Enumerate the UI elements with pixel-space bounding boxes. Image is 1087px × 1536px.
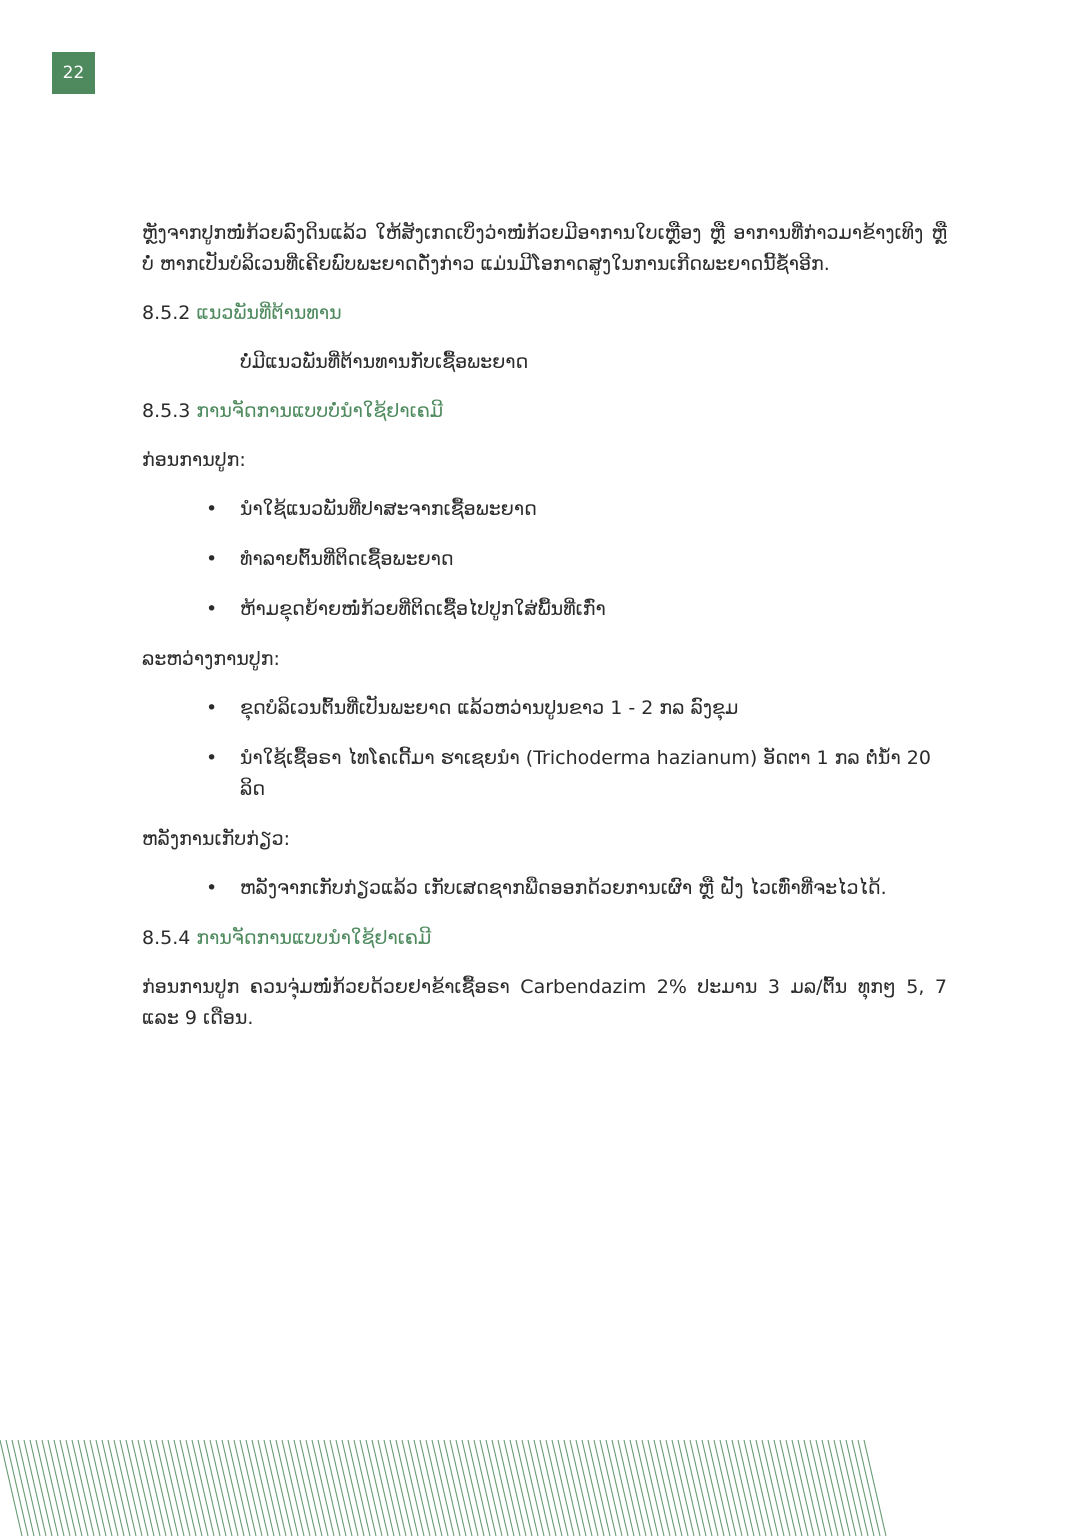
- stripe-line: [60, 1440, 82, 1536]
- stripe-line: [750, 1440, 772, 1536]
- stripe-line: [246, 1440, 268, 1536]
- stripe-line: [456, 1440, 478, 1536]
- stripe-line: [336, 1440, 358, 1536]
- stripe-line: [522, 1440, 544, 1536]
- stripe-line: [270, 1440, 292, 1536]
- stripe-line: [354, 1440, 376, 1536]
- stripe-line: [618, 1440, 640, 1536]
- stripe-line: [864, 1440, 886, 1536]
- stripe-line: [852, 1440, 874, 1536]
- stripe-line: [30, 1440, 52, 1536]
- stripe-line: [636, 1440, 658, 1536]
- stripe-line: [390, 1440, 412, 1536]
- page-number: 22: [52, 52, 95, 94]
- stripe-line: [780, 1440, 802, 1536]
- stripe-line: [150, 1440, 172, 1536]
- stripe-line: [144, 1440, 166, 1536]
- stripe-line: [66, 1440, 88, 1536]
- stripe-line: [732, 1440, 754, 1536]
- stripe-line: [648, 1440, 670, 1536]
- stripe-line: [318, 1440, 340, 1536]
- stripe-line: [12, 1440, 34, 1536]
- stripe-line: [798, 1440, 820, 1536]
- stripe-line: [564, 1440, 586, 1536]
- stripe-line: [504, 1440, 526, 1536]
- stripe-line: [666, 1440, 688, 1536]
- stripe-line: [600, 1440, 622, 1536]
- stripe-line: [480, 1440, 502, 1536]
- bullet-icon: •: [206, 697, 218, 719]
- stripe-line: [414, 1440, 436, 1536]
- stripe-line: [498, 1440, 520, 1536]
- intro-paragraph: ຫຼັງຈາກປູກໜໍ່ກ້ວຍລົງດິນແລ້ວ ໃຫ້ສັງເກດເບິ່ງວ່າໜໍ່ກ້ວຍມີອາການໃບເຫຼືອງ ຫຼື ອາການທີ່ກ່າວມາຂ້າງເທິງ ຫຼື ບໍ່ ຫາກເປັນບໍລິເວນທີ່ເຄີຍພົບພະຍາດດັ່ງກ່າວ ແມ່ນມີໂອກາດສູງໃນການເກີດພະຍາດນີ້ຊ້ຳອີກ.: [142, 222, 947, 275]
- stripe-line: [624, 1440, 646, 1536]
- stripe-line: [168, 1440, 190, 1536]
- during-planting-list: [142, 693, 947, 805]
- section-number: 8.5.2: [142, 302, 191, 324]
- stripe-line: [366, 1440, 388, 1536]
- section-title: ແນວພັນທີ່ຕ້ານທານ: [196, 302, 342, 324]
- stripe-line: [510, 1440, 532, 1536]
- stripe-line: [0, 1440, 22, 1536]
- stripe-line: [702, 1440, 724, 1536]
- stripe-line: [36, 1440, 58, 1536]
- stripe-line: [552, 1440, 574, 1536]
- stripe-line: [612, 1440, 634, 1536]
- section-854-text: ກ່ອນການປູກ ຄວນຈຸ່ມໜໍ່ກ້ວຍດ້ວຍຢາຂ້າເຊື້ອຣາ Carbendazim 2% ປະມານ 3 ມລ/ຕົ້ນ ທຸກໆ 5, 7 ແລະ 9 ເດືອນ.: [142, 976, 947, 1029]
- before-planting-list: [142, 494, 947, 625]
- before-planting-label: ກ່ອນການປູກ:: [142, 449, 246, 471]
- list-item-text: ທຳລາຍຕົ້ນທີ່ຕິດເຊື້ອພະຍາດ: [240, 548, 454, 570]
- stripe-line: [126, 1440, 148, 1536]
- stripe-line: [102, 1440, 124, 1536]
- stripe-line: [840, 1440, 862, 1536]
- stripe-line: [222, 1440, 244, 1536]
- bullet-icon: •: [206, 747, 218, 769]
- stripe-line: [558, 1440, 580, 1536]
- stripe-line: [156, 1440, 178, 1536]
- stripe-line: [120, 1440, 142, 1536]
- stripe-line: [570, 1440, 592, 1536]
- stripe-line: [324, 1440, 346, 1536]
- stripe-line: [726, 1440, 748, 1536]
- bullet-icon: •: [206, 877, 218, 899]
- stripe-line: [96, 1440, 118, 1536]
- stripe-line: [786, 1440, 808, 1536]
- list-item: [142, 494, 947, 525]
- stripe-line: [708, 1440, 730, 1536]
- list-item-text: ນຳໃຊ້ແນວພັນທີ່ປາສະຈາກເຊື້ອພະຍາດ: [240, 498, 537, 520]
- stripe-line: [816, 1440, 838, 1536]
- stripe-line: [108, 1440, 130, 1536]
- stripe-line: [474, 1440, 496, 1536]
- stripe-line: [6, 1440, 28, 1536]
- stripe-line: [174, 1440, 196, 1536]
- stripe-line: [180, 1440, 202, 1536]
- stripe-line: [528, 1440, 550, 1536]
- stripe-line: [582, 1440, 604, 1536]
- stripe-line: [594, 1440, 616, 1536]
- section-title: ການຈັດການແບບນຳໃຊ້ຢາເຄມີ: [196, 927, 432, 949]
- during-planting-label: ລະຫວ່າງການປູກ:: [142, 648, 280, 670]
- list-item-text: ນຳໃຊ້ເຊື້ອຣາ ໄທໂຄເດີ້ມາ ຮາເຊຍນຳ (Trichoderma hazianum) ອັດຕາ 1 ກລ ຕໍ່ນ້ຳ 20 ລິດ: [240, 747, 931, 800]
- stripe-line: [744, 1440, 766, 1536]
- section-number: 8.5.4: [142, 927, 191, 949]
- stripe-line: [378, 1440, 400, 1536]
- bullet-icon: •: [206, 498, 218, 520]
- stripe-line: [138, 1440, 160, 1536]
- stripe-line: [282, 1440, 304, 1536]
- stripe-line: [348, 1440, 370, 1536]
- stripe-line: [810, 1440, 832, 1536]
- stripe-line: [258, 1440, 280, 1536]
- stripe-line: [84, 1440, 106, 1536]
- stripe-line: [822, 1440, 844, 1536]
- stripe-line: [690, 1440, 712, 1536]
- stripe-line: [402, 1440, 424, 1536]
- stripe-line: [588, 1440, 610, 1536]
- stripe-line: [372, 1440, 394, 1536]
- after-harvest-label: ຫລັງການເກັບກ່ຽວ:: [142, 828, 291, 850]
- stripe-line: [78, 1440, 100, 1536]
- stripe-line: [42, 1440, 64, 1536]
- stripe-line: [18, 1440, 40, 1536]
- stripe-line: [768, 1440, 790, 1536]
- stripe-line: [576, 1440, 598, 1536]
- stripe-line: [198, 1440, 220, 1536]
- stripe-line: [804, 1440, 826, 1536]
- section-number: 8.5.3: [142, 400, 191, 422]
- stripe-line: [216, 1440, 238, 1536]
- stripe-line: [516, 1440, 538, 1536]
- stripe-line: [774, 1440, 796, 1536]
- section-heading-852: [142, 298, 947, 329]
- stripe-line: [696, 1440, 718, 1536]
- stripe-line: [306, 1440, 328, 1536]
- stripe-line: [858, 1440, 880, 1536]
- stripe-line: [792, 1440, 814, 1536]
- list-item: [142, 594, 947, 625]
- stripe-line: [210, 1440, 232, 1536]
- stripe-line: [240, 1440, 262, 1536]
- stripe-line: [642, 1440, 664, 1536]
- stripe-line: [360, 1440, 382, 1536]
- stripe-line: [288, 1440, 310, 1536]
- stripe-line: [534, 1440, 556, 1536]
- stripe-line: [228, 1440, 250, 1536]
- stripe-line: [492, 1440, 514, 1536]
- stripe-line: [330, 1440, 352, 1536]
- stripe-line: [834, 1440, 856, 1536]
- stripe-line: [660, 1440, 682, 1536]
- stripe-line: [606, 1440, 628, 1536]
- stripe-line: [300, 1440, 322, 1536]
- stripe-line: [396, 1440, 418, 1536]
- stripe-line: [90, 1440, 112, 1536]
- stripe-line: [486, 1440, 508, 1536]
- list-item: [142, 873, 947, 904]
- stripe-line: [672, 1440, 694, 1536]
- section-heading-853: [142, 396, 947, 427]
- stripe-line: [678, 1440, 700, 1536]
- stripe-line: [546, 1440, 568, 1536]
- list-item-text: ຂຸດບໍລິເວນຕົ້ນທີ່ເປັນພະຍາດ ແລ້ວຫວ່ານປູນຂາວ 1 - 2 ກລ ລົງຂຸມ: [240, 697, 739, 719]
- stripe-line: [684, 1440, 706, 1536]
- stripe-line: [72, 1440, 94, 1536]
- stripe-line: [720, 1440, 742, 1536]
- stripe-line: [426, 1440, 448, 1536]
- page-content: [142, 218, 947, 1052]
- stripe-line: [24, 1440, 46, 1536]
- stripe-line: [162, 1440, 184, 1536]
- list-item-text: ຫ້າມຂຸດຍ້າຍໜໍ່ກ້ວຍທີ່ຕິດເຊື້ອໄປປູກໃສ່ພື້ນທີ່ເກົ່າ: [240, 598, 606, 620]
- stripe-line: [186, 1440, 208, 1536]
- after-harvest-list: [142, 873, 947, 904]
- stripe-line: [462, 1440, 484, 1536]
- stripe-line: [48, 1440, 70, 1536]
- stripe-line: [630, 1440, 652, 1536]
- stripe-line: [450, 1440, 472, 1536]
- section-title: ການຈັດການແບບບໍ່ນຳໃຊ້ຢາເຄມີ: [196, 400, 444, 422]
- stripe-line: [294, 1440, 316, 1536]
- stripe-line: [828, 1440, 850, 1536]
- stripe-line: [312, 1440, 334, 1536]
- stripe-line: [114, 1440, 136, 1536]
- stripe-line: [438, 1440, 460, 1536]
- stripe-line: [762, 1440, 784, 1536]
- stripe-line: [342, 1440, 364, 1536]
- stripe-line: [132, 1440, 154, 1536]
- decorative-stripes: [0, 1440, 890, 1536]
- section-heading-854: [142, 923, 947, 954]
- stripe-line: [444, 1440, 466, 1536]
- stripe-line: [192, 1440, 214, 1536]
- stripe-line: [276, 1440, 298, 1536]
- stripe-line: [204, 1440, 226, 1536]
- stripe-line: [408, 1440, 430, 1536]
- stripe-line: [738, 1440, 760, 1536]
- stripe-line: [384, 1440, 406, 1536]
- list-item: [142, 743, 947, 805]
- bullet-icon: •: [206, 548, 218, 570]
- stripe-line: [654, 1440, 676, 1536]
- bullet-icon: •: [206, 598, 218, 620]
- stripe-line: [432, 1440, 454, 1536]
- stripe-line: [420, 1440, 442, 1536]
- stripe-line: [846, 1440, 868, 1536]
- list-item: [142, 544, 947, 575]
- stripe-line: [252, 1440, 274, 1536]
- list-item-text: ຫລັງຈາກເກັບກ່ຽວແລ້ວ ເກັບເສດຊາກພືດອອກດ້ວຍການເຜົາ ຫຼື ຝັງ ໄວເທົ່າທີ່ຈະໄວໄດ້.: [240, 877, 887, 899]
- section-852-text: ບໍ່ມີແນວພັນທີ່ຕ້ານທານກັບເຊື້ອພະຍາດ: [240, 351, 529, 373]
- stripe-line: [540, 1440, 562, 1536]
- list-item: [142, 693, 947, 724]
- stripe-line: [54, 1440, 76, 1536]
- stripe-line: [756, 1440, 778, 1536]
- stripe-line: [468, 1440, 490, 1536]
- stripe-line: [714, 1440, 736, 1536]
- stripe-line: [264, 1440, 286, 1536]
- stripe-line: [234, 1440, 256, 1536]
